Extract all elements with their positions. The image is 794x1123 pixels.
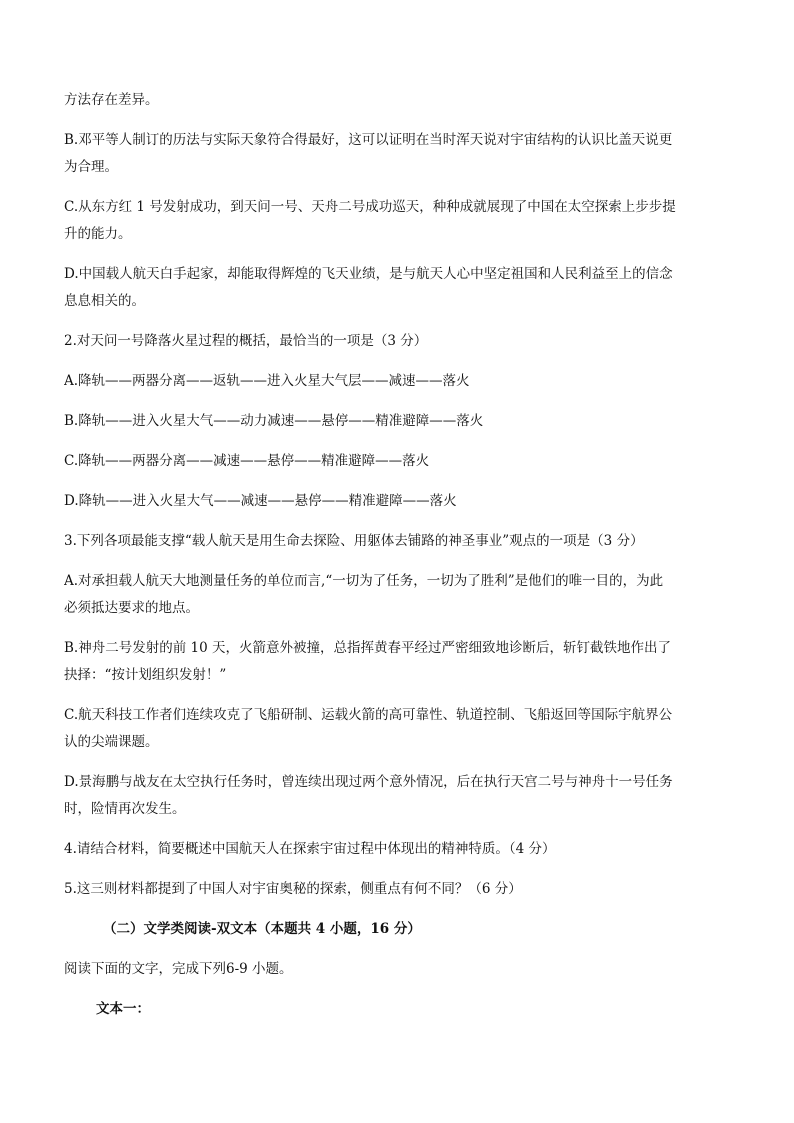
q3-option-d-line-2: 时，险情再次发生。 (64, 801, 186, 817)
section-2-heading: （二）文学类阅读-双文本（本题共 4 小题，16 分） (103, 921, 421, 937)
q5-stem: 5.这三则材料都提到了中国人对宇宙奥秘的探索，侧重点有何不同？（6 分） (64, 881, 522, 897)
text-1-label: 文本一： (96, 1001, 150, 1017)
q3-option-c-line-1: C.航天科技工作者们连续攻克了飞船研制、运载火箭的高可靠性、轨道控制、飞船返回等国际宇航界公 (64, 707, 673, 723)
q3-option-b-line-2: 抉择：“按计划组织发射！” (64, 667, 227, 683)
q4-stem: 4.请结合材料，简要概述中国航天人在探索宇宙过程中体现出的精神特质。（4 分） (64, 841, 556, 857)
q2-option-a: A.降轨——两器分离——返轨——进入火星大气层——减速——落火 (64, 373, 470, 389)
q2-option-b: B.降轨——进入火星大气——动力减速——悬停——精准避障——落火 (64, 413, 484, 429)
q2-option-c: C.降轨——两器分离——减速——悬停——精准避障——落火 (64, 453, 430, 469)
q3-option-b-line-1: B.神舟二号发射的前 10 天，火箭意外被撞，总指挥黄春平经过严密细致地诊断后，斩钉截铁地作出了 (64, 640, 671, 656)
q3-stem: 3.下列各项最能支撑“载人航天是用生命去探险、用躯体去铺路的神圣事业”观点的一项是（3 分） (64, 533, 644, 549)
q1-option-c-line-2: 升的能力。 (64, 226, 132, 242)
passage-continuation: 方法存在差异。 (64, 92, 159, 108)
q1-option-d-line-1: D.中国载人航天白手起家，却能取得辉煌的飞天业绩，是与航天人心中坚定祖国和人民利益至上的信念 (64, 266, 673, 282)
q3-option-a-line-2: 必须抵达要求的地点。 (64, 600, 199, 616)
q1-option-b-line-1: B.邓平等人制订的历法与实际天象符合得最好，这可以证明在当时浑天说对宇宙结构的认识比盖天说更 (64, 132, 673, 148)
q1-option-d-line-2: 息息相关的。 (64, 293, 145, 309)
q1-option-b-line-2: 为合理。 (64, 159, 118, 175)
q2-option-d: D.降轨——进入火星大气——减速——悬停——精准避障——落火 (64, 493, 457, 509)
q1-option-c-line-1: C.从东方红 1 号发射成功，到天问一号、天舟二号成功巡天，种种成就展现了中国在太空探索上步步提 (64, 199, 676, 215)
q3-option-a-line-1: A.对承担载人航天大地测量任务的单位而言,“一切为了任务，一切为了胜利”是他们的唯一目的，为此 (64, 573, 664, 589)
q3-option-c-line-2: 认的尖端课题。 (64, 734, 159, 750)
section-2-instruction: 阅读下面的文字，完成下列6-9 小题。 (64, 961, 293, 977)
q2-stem: 2.对天问一号降落火星过程的概括，最恰当的一项是（3 分） (64, 333, 428, 349)
q3-option-d-line-1: D.景海鹏与战友在太空执行任务时，曾连续出现过两个意外情况，后在执行天宫二号与神舟十一号任务 (64, 774, 673, 790)
